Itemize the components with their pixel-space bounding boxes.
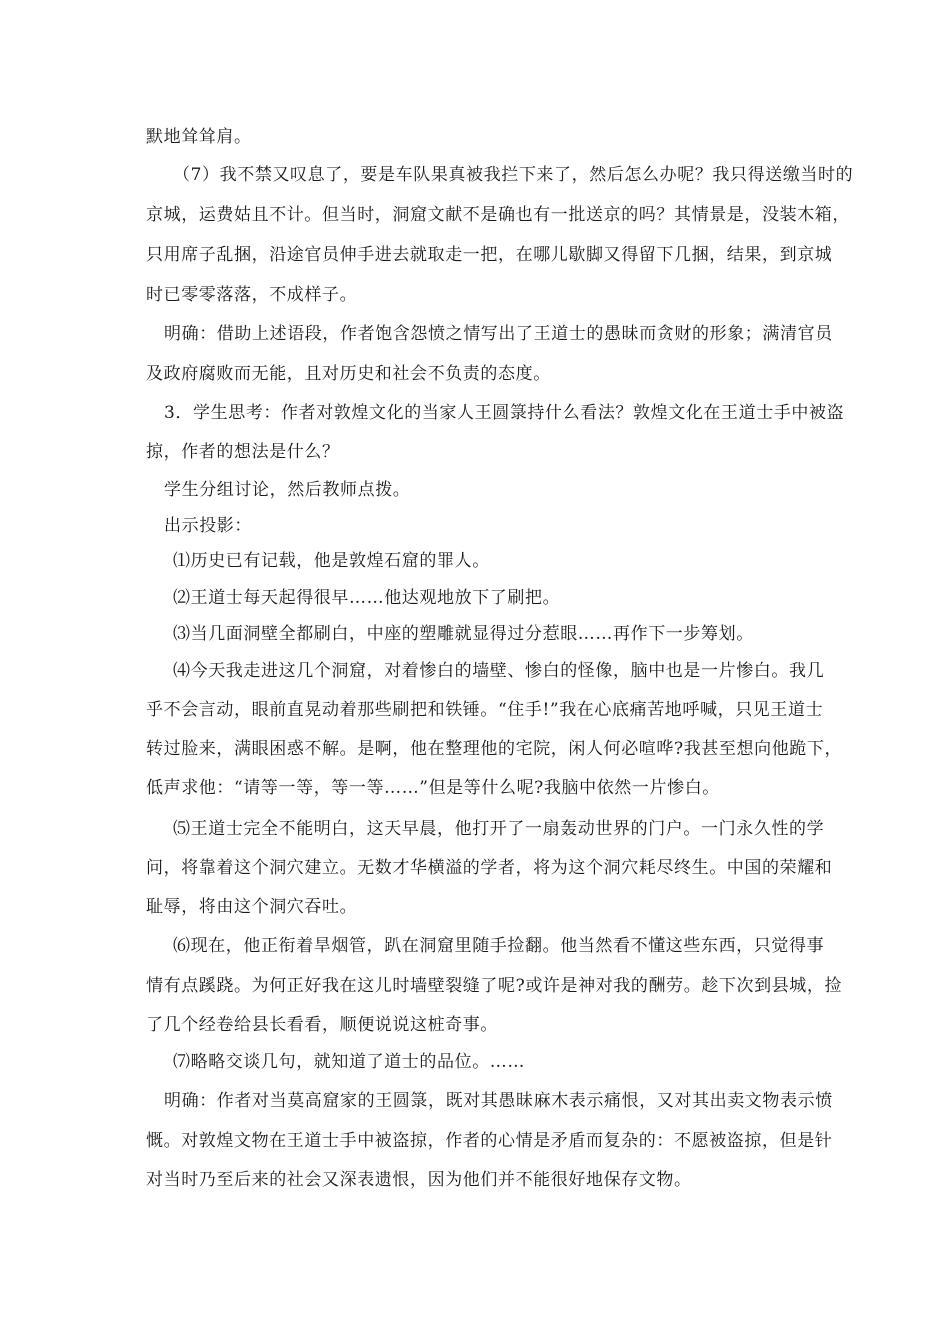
text-line: （7）我不禁又叹息了，要是车队果真被我拦下来了，然后怎么办呢？我只得送缴当时的 <box>173 165 854 185</box>
text-line: 京城，运费姑且不计。但当时，洞窟文献不是确也有一批送京的吗？其情景是，没装木箱， <box>146 205 850 225</box>
text-line: 慨。对敦煌文物在王道士手中被盗掠，作者的心情是矛盾而复杂的：不愿被盗掠，但是针 <box>146 1131 833 1151</box>
text-line: ⑷今天我走进这几个洞窟，对着惨白的墙壁、惨白的怪像，脑中也是一片惨白。我几 <box>173 661 825 681</box>
text-line: ⑵王道士每天起得很早……他达观地放下了刷把。 <box>173 588 561 608</box>
text-line: 及政府腐败而无能，且对历史和社会不负责的态度。 <box>146 364 551 384</box>
text-line: 明确：作者对当莫高窟家的王圆箓，既对其愚昧麻木表示痛恨，又对其出卖文物表示愤 <box>164 1091 833 1111</box>
text-line: ⑹现在，他正衔着旱烟管，趴在洞窟里随手捡翻。他当然看不懂这些东西，只觉得事 <box>173 936 825 956</box>
text-line: ⑴历史已有记载，他是敦煌石窟的罪人。 <box>173 551 490 571</box>
text-line: 掠，作者的想法是什么？ <box>146 442 340 462</box>
text-line: 3．学生思考：作者对敦煌文化的当家人王圆箓持什么看法？敦煌文化在王道士手中被盗 <box>164 403 845 423</box>
text-line: ⑸王道士完全不能明白，这天早晨，他打开了一扇轰动世界的门户。一门永久性的学 <box>173 819 825 839</box>
text-line: 对当时乃至后来的社会又深表遗恨，因为他们并不能很好地保存文物。 <box>146 1170 692 1190</box>
text-line: 转过脸来，满眼困惑不解。是啊，他在整理他的宅院，闲人何必喧哗?我甚至想向他跪下， <box>146 739 843 759</box>
text-line: 出示投影： <box>164 516 252 536</box>
text-line: 时已零零落落，不成样子。 <box>146 285 358 305</box>
text-line: 只用席子乱捆，沿途官员伸手进去就取走一把，在哪儿歇脚又得留下几捆，结果，到京城 <box>146 245 833 265</box>
text-line: 情有点蹊跷。为何正好我在这儿时墙壁裂缝了呢?或许是神对我的酬劳。趁下次到县城，捡 <box>146 976 843 996</box>
text-line: 低声求他：“请等一等，等一等……”但是等什么呢?我脑中依然一片惨白。 <box>146 778 720 798</box>
text-line: 明确：借助上述语段，作者饱含怨愤之情写出了王道士的愚昧而贪财的形象；满清官员 <box>164 324 833 344</box>
text-line: 了几个经卷给县长看看，顺便说说这桩奇事。 <box>146 1015 498 1035</box>
text-line: ⑺略略交谈几句，就知道了道士的品位。…… <box>173 1052 525 1072</box>
text-line: 乎不会言动，眼前直晃动着那些刷把和铁锤。“住手!”我在心底痛苦地呼喊，只见王道士 <box>146 700 824 720</box>
text-line: 学生分组讨论，然后教师点拨。 <box>164 480 411 500</box>
text-line: ⑶当几面洞壁全都刷白，中座的塑雕就显得过分惹眼……再作下一步筹划。 <box>173 624 754 644</box>
text-line: 耻辱，将由这个洞穴吞吐。 <box>146 897 358 917</box>
text-line: 默地耸耸肩。 <box>146 127 252 147</box>
text-line: 问，将靠着这个洞穴建立。无数才华横溢的学者，将为这个洞穴耗尽终生。中国的荣耀和 <box>146 858 833 878</box>
